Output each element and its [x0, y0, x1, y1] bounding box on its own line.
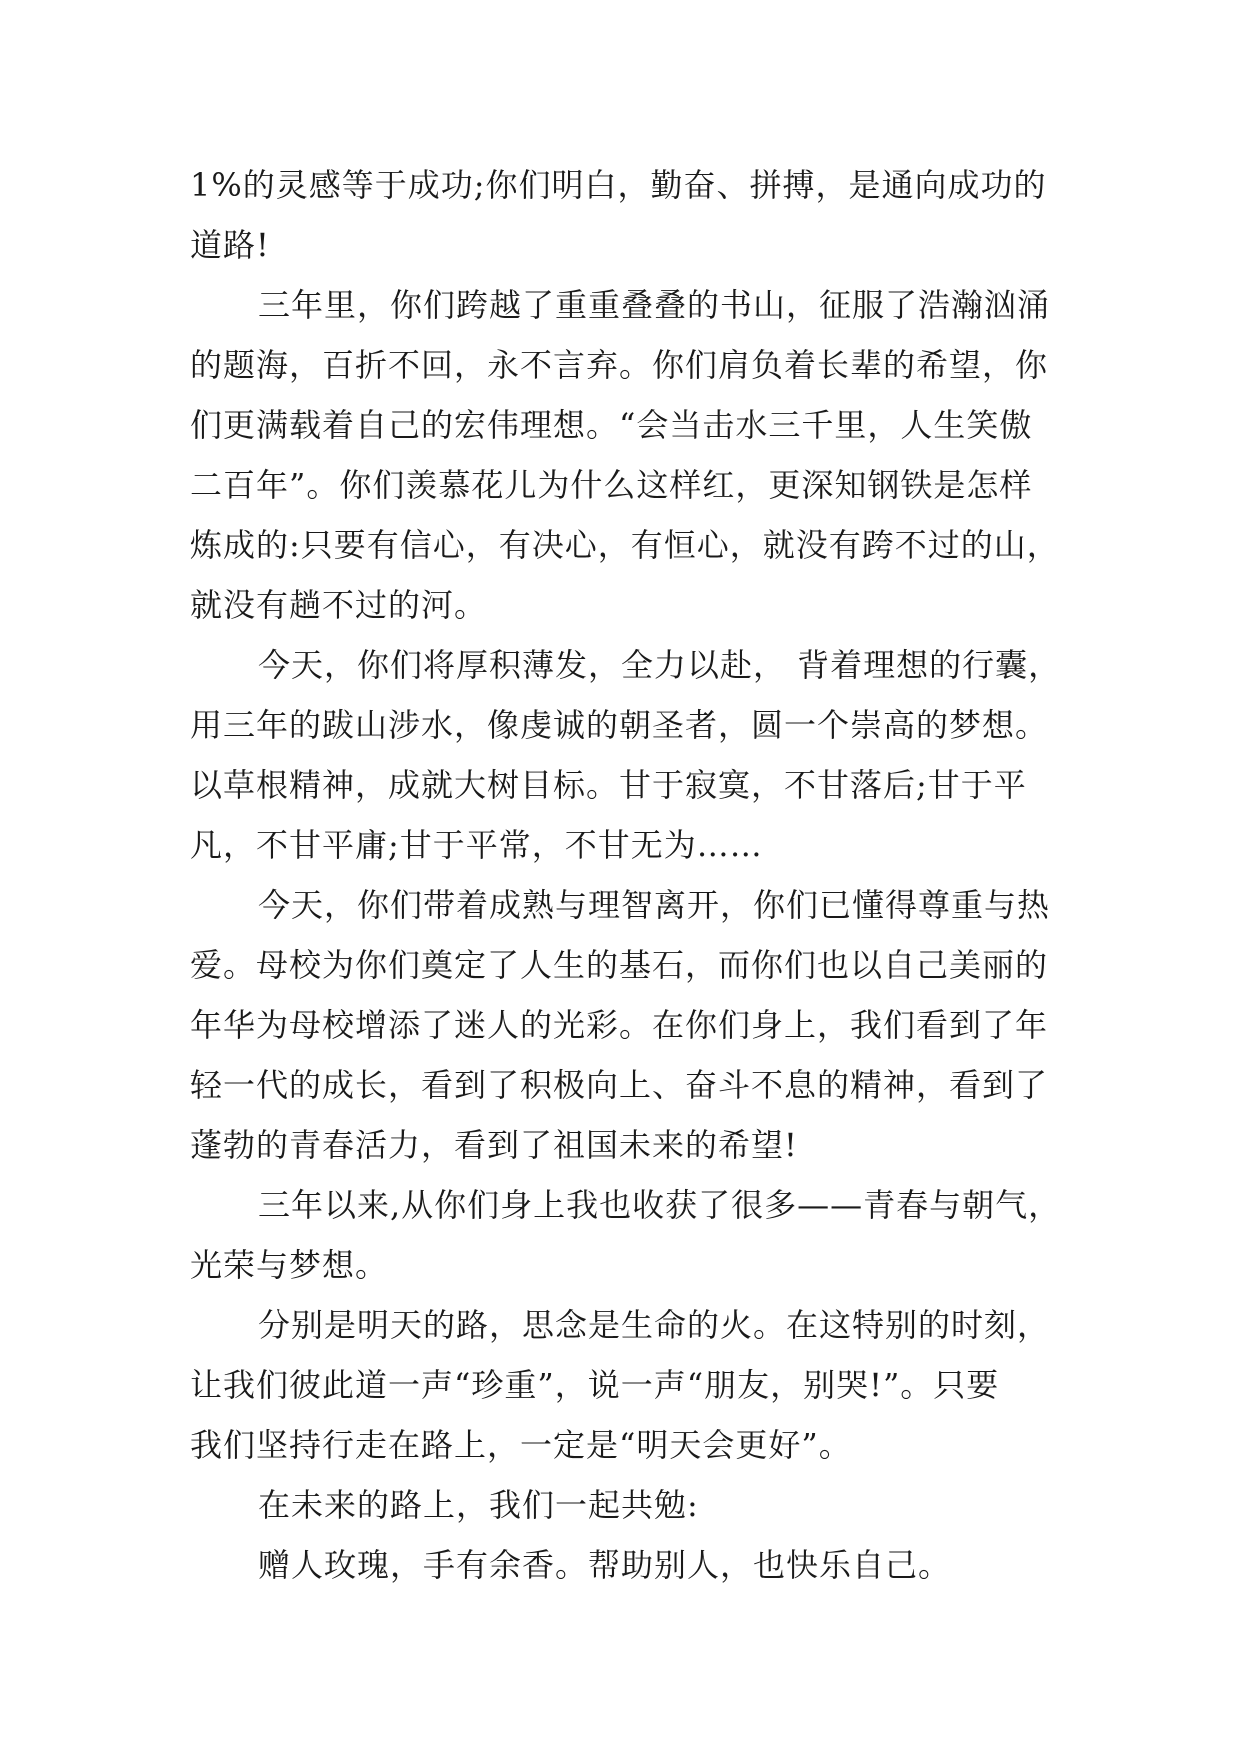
text-line: 分别是明天的路，思念是生命的火。在这特别的时刻， — [258, 1306, 1051, 1344]
text-line: 蓬勃的青春活力，看到了祖国未来的希望! — [190, 1126, 798, 1164]
text-line: 1%的灵感等于成功;你们明白，勤奋、拼搏，是通向成功的 — [190, 166, 1047, 204]
text-line: 三年以来,从你们身上我也收获了很多——青春与朝气， — [258, 1186, 1062, 1224]
text-line: 爱。母校为你们奠定了人生的基石，而你们也以自己美丽的 — [190, 946, 1049, 984]
text-line: 赠人玫瑰，手有余香。帮助别人，也快乐自己。 — [258, 1546, 952, 1584]
text-line: 轻一代的成长，看到了积极向上、奋斗不息的精神，看到了 — [190, 1066, 1049, 1104]
text-line: 用三年的跋山涉水，像虔诚的朝圣者，圆一个崇高的梦想。 — [190, 706, 1049, 744]
text-line: 们更满载着自己的宏伟理想。“会当击水三千里，人生笑傲 — [190, 406, 1033, 444]
text-line: 以草根精神，成就大树目标。甘于寂寞，不甘落后;甘于平 — [190, 766, 1027, 804]
text-line: 凡，不甘平庸;甘于平常，不甘无为…… — [190, 826, 763, 864]
text-line: 年华为母校增添了迷人的光彩。在你们身上，我们看到了年 — [190, 1006, 1049, 1044]
text-line: 就没有趟不过的河。 — [190, 586, 488, 624]
text-line: 我们坚持行走在路上，一定是“明天会更好”。 — [190, 1426, 852, 1464]
text-line: 三年里，你们跨越了重重叠叠的书山，征服了浩瀚汹涌 — [258, 286, 1051, 324]
text-line: 炼成的:只要有信心，有决心，有恒心，就没有跨不过的山， — [190, 526, 1060, 564]
text-line: 今天，你们将厚积薄发，全力以赴， 背着理想的行囊， — [258, 646, 1062, 684]
text-line: 的题海，百折不回，永不言弃。你们肩负着长辈的希望，你 — [190, 346, 1049, 384]
text-line: 道路! — [190, 226, 270, 264]
text-line: 光荣与梦想。 — [190, 1246, 389, 1284]
text-line: 今天，你们带着成熟与理智离开，你们已懂得尊重与热 — [258, 886, 1051, 924]
text-line: 让我们彼此道一声“珍重”，说一声“朋友，别哭!”。只要 — [190, 1366, 1000, 1404]
text-line: 在未来的路上，我们一起共勉: — [258, 1486, 699, 1524]
text-line: 二百年”。你们羡慕花儿为什么这样红，更深知钢铁是怎样 — [190, 466, 1033, 504]
body-text — [190, 155, 1070, 1595]
